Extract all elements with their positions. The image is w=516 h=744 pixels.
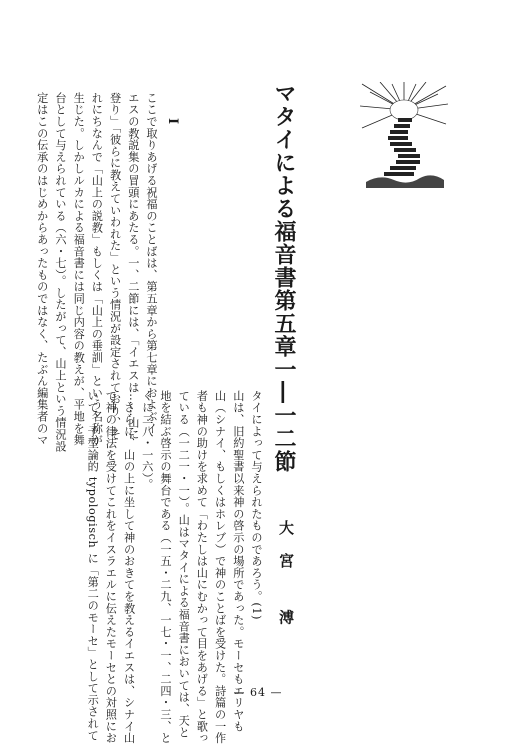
text-line: 生じた。しかしルカによる福音書には同じ内容の教えが、平地を舞	[72, 92, 86, 446]
text-line: さらに、山の上に坐して神のおきてを教えるイエスは、シナイ山	[122, 390, 136, 744]
text-line: 山（シナイ、もしくはホレブ）で神のことばを受けた。詩篇の一作	[213, 390, 227, 744]
text-line: 者も神の助けを求めて「わたしは山にむかって目をあげる」と歌っ	[195, 390, 209, 744]
text-line: 地を結ぶ啓示の舞台である（一五・二九、一七・一、二四・三、と	[158, 390, 172, 744]
text-line: 定はこの伝承のはじめからあったものではなく、たぶん編集者のマ	[35, 92, 49, 446]
author-name: 大宮 溥	[277, 520, 295, 643]
text-line: れにちなんで「山上の説教」もしくは「山上の垂訓」という名称が	[90, 92, 104, 446]
text-line: ている（一二一・一）。山はマタイによる福音書においては、天と	[177, 390, 191, 739]
page-number: — 64 —	[233, 686, 283, 699]
text-line: エスの教説集の冒頭にあたる。一、二節には、「イエスは……山に	[126, 92, 140, 441]
text-line: ここで取りあげる祝福のことばは、第五章から第七章におよぶイ	[145, 92, 158, 435]
text-line: 山は、旧約聖書以来神の啓示の場所であった。モーセもエリヤも	[231, 390, 245, 733]
text-line: タイによって与えられたものであろう。(1)	[250, 390, 263, 621]
text-line: 登り」「彼らに教えていわれた」という情況が設定されており、そ	[108, 92, 122, 441]
text-line: で神の律法を受けてこれをイスラエルに伝えたモーセとの対照にお	[104, 390, 118, 744]
radiant-staircase-illustration	[360, 82, 448, 190]
text-line: くに二八・一六）。	[140, 390, 154, 491]
section-number: I	[165, 118, 180, 125]
article-title: マタイによる福音書第五章一―一二節	[271, 82, 297, 473]
text-line: いて、予型論的 typologisch に「第二のモーセ」として示されて	[86, 390, 100, 742]
text-line: 台として与えられている（六・七）。したがって、山上という情況設	[53, 92, 67, 453]
